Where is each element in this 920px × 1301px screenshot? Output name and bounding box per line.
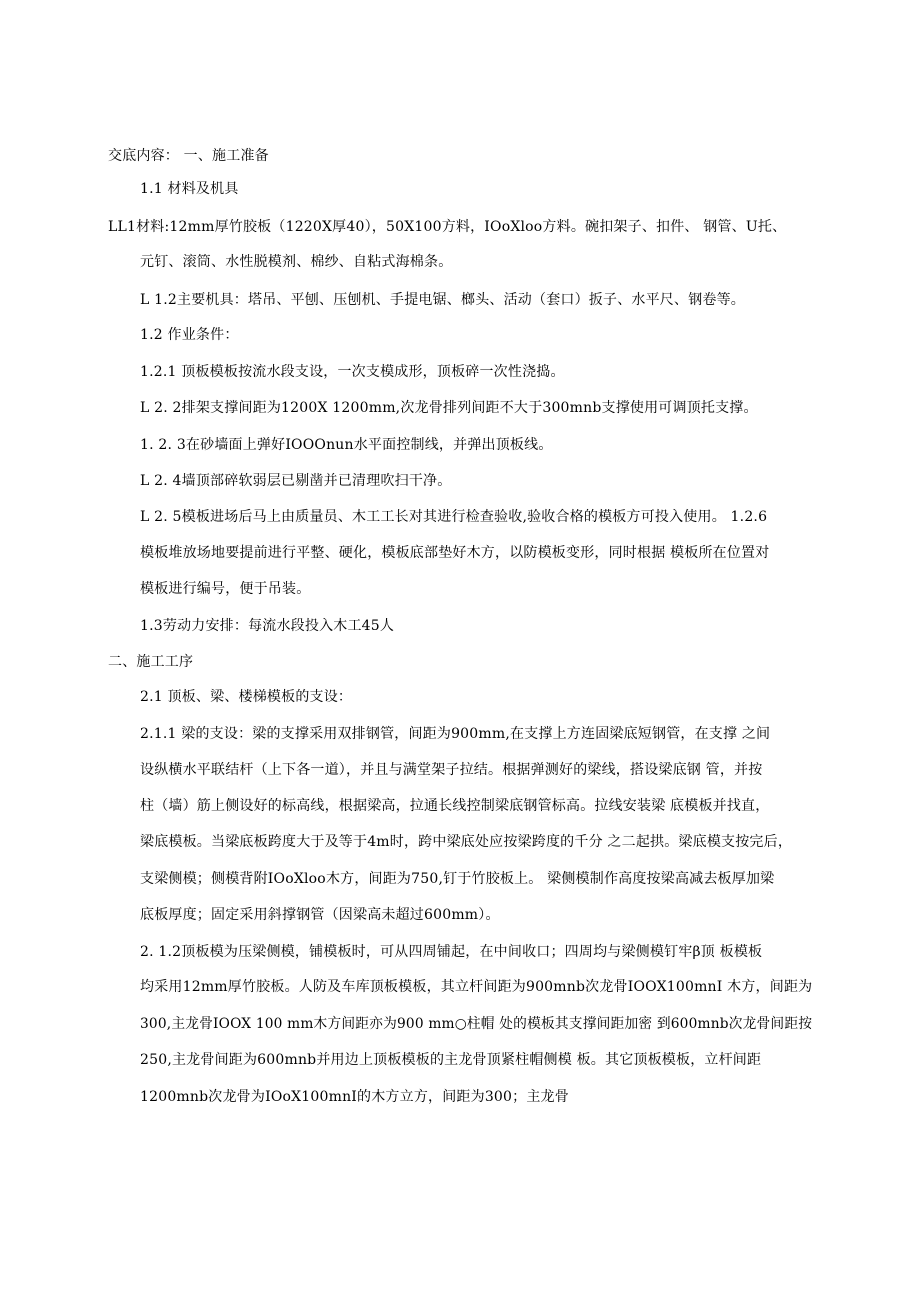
text-line-2-1-2-cont-1: 均采用12mm厚竹胶板。人防及车库顶板模板，其立杆间距为900mnb次龙骨IOOX100mnI 木方，间距为	[140, 979, 813, 995]
text-line-1-2-4: L 2. 4墙顶部碎软弱层已剔凿并已清理吹扫干净。	[140, 473, 452, 489]
text-line-materials: LL1材料:12mm厚竹胶板（1220X厚40），50X100方料，IOoXloo方料。碗扣架子、扣件、 钢管、U托、	[108, 219, 787, 235]
text-line-2-1-1-cont-3: 梁底模板。当梁底板跨度大于及等于4m时，跨中梁底处应按梁跨度的千分 之二起拱。梁底模支按完后，	[140, 834, 793, 850]
text-line-2-1-2: 2. 1.2顶板模为压梁侧模，铺模板时，可从四周铺起，在中间收口；四周均与梁侧模钉牢β顶 板模板	[140, 944, 763, 960]
text-line-2-1-1-cont-1: 设纵横水平联结杆（上下各一道），并且与满堂架子拉结。根据弹测好的梁线，搭设梁底钢 管，并按	[140, 762, 763, 778]
text-line-2-1-1-cont-5: 底板厚度；固定采用斜撑钢管（因梁高未超过600mm）。	[140, 907, 500, 923]
text-line-materials-cont: 元钉、滚筒、水性脱模剂、棉纱、自粘式海棉条。	[140, 254, 453, 270]
text-line-1-2-6-cont: 模板进行编号，便于吊装。	[140, 581, 311, 597]
text-line-section-1-1: 1.1 材料及机具	[140, 181, 239, 197]
text-line-2-1-2-cont-4: 1200mnb次龙骨为IOoX100mnI的木方立方，间距为300；主龙骨	[140, 1089, 569, 1105]
text-line-2-1-1: 2.1.1 梁的支设：梁的支撑采用双排钢管，间距为900mm,在支撑上方连固梁底短钢管，在支撑 之间	[140, 726, 771, 742]
text-line-section-2-1: 2.1 顶板、梁、楼梯模板的支设：	[140, 689, 353, 705]
text-line-2-1-2-cont-3: 250,主龙骨间距为600mnb并用边上顶板模板的主龙骨顶紧柱帽侧模 板。其它顶板模板，立杆间距	[140, 1052, 762, 1068]
text-line-1-2-3: 1. 2. 3在砂墙面上弹好IOOOnun水平面控制线，并弹出顶板线。	[140, 437, 553, 453]
text-line-section-1-3: 1.3劳动力安排：每流水段投入木工45人	[140, 618, 395, 634]
text-line-2-1-1-cont-2: 柱（墙）筋上侧设好的标高线，根据梁高，拉通长线控制梁底钢管标高。拉线安装梁 底模板并找直，	[140, 798, 770, 814]
text-line-1-2-5: L 2. 5模板进场后马上由质量员、木工工长对其进行检查验收,验收合格的模板方可投入使用。 1.2.6	[140, 509, 768, 525]
text-line-2-1-2-cont-2: 300,主龙骨IOOX 100 mm木方间距亦为900 mm○柱帽 处的模板其支撑间距加密 到600mnb次龙骨间距按	[140, 1016, 813, 1032]
text-line-2-1-1-cont-4: 支梁侧模；侧模背附IOoXloo木方，间距为750,钉于竹胶板上。 梁侧模制作高度按梁高减去板厚加梁	[140, 871, 775, 887]
text-line-1-2-1: 1.2.1 顶板模板按流水段支设，一次支模成形，顶板碎一次性浇捣。	[140, 364, 565, 380]
text-line-section-2-heading: 二、施工工序	[108, 654, 194, 670]
text-line-machinery: L 1.2主要机具：塔吊、平刨、压刨机、手提电锯、榔头、活动（套口）扳子、水平尺、钢卷等。	[140, 292, 746, 308]
text-line-intro-heading: 交底内容： 一、施工准备	[108, 148, 269, 164]
text-line-1-2-6: 模板堆放场地要提前进行平整、硬化，模板底部垫好木方，以防模板变形，同时根据 模板所在位置对	[140, 545, 770, 561]
text-line-1-2-2: L 2. 2排架支撑间距为1200X 1200mm,次龙骨排列间距不大于300mnb支撑使用可调顶托支撑。	[140, 400, 758, 416]
text-line-section-1-2: 1.2 作业条件：	[140, 327, 239, 343]
